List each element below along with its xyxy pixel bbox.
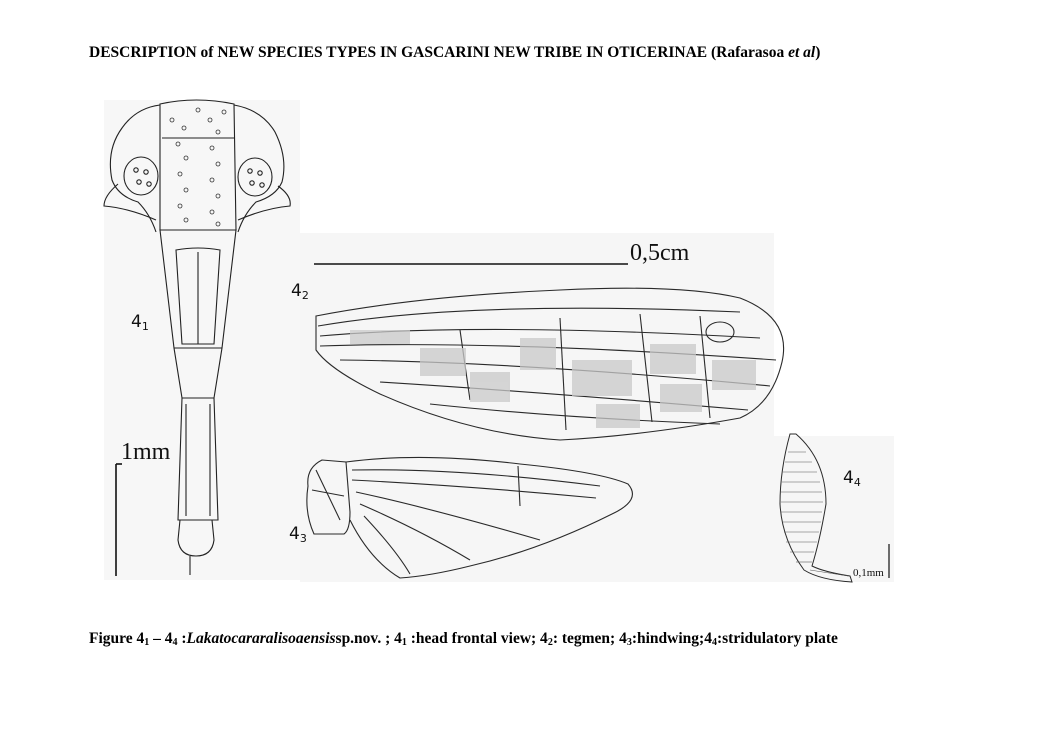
panel-bg-wings [300, 233, 774, 582]
species-name: Lakatocararalisoaensis [186, 630, 336, 647]
panel-bg-head [104, 100, 300, 580]
label-4-1: $4_1$ [131, 312, 149, 333]
figure-caption: Figure $4_1 - 4_4$ :Lakatocararalisoaensissp.nov. ; $4_1$ :head frontal view; $4_2$: tegmen; $4_3:hindwing;4_4:stridulatory$ plate [89, 630, 838, 648]
header-title-close: ) [815, 44, 821, 61]
panel-bg-plate [774, 436, 894, 582]
header-title-italic: et al [788, 44, 816, 61]
label-4-4: $4_4$ [843, 468, 861, 489]
scale-label-head: 1mm [121, 439, 171, 465]
scale-label-plate: 0,1mm [853, 567, 884, 579]
label-4-2: $4_2$ [291, 281, 309, 302]
header-title: DESCRIPTION of NEW SPECIES TYPES IN GASCARINI NEW TRIBE IN OTICERINAE (Rafarasoa [89, 44, 789, 61]
label-4-3: $4_3$ [289, 524, 307, 545]
scale-label-tegmen: 0,5cm [630, 240, 690, 266]
